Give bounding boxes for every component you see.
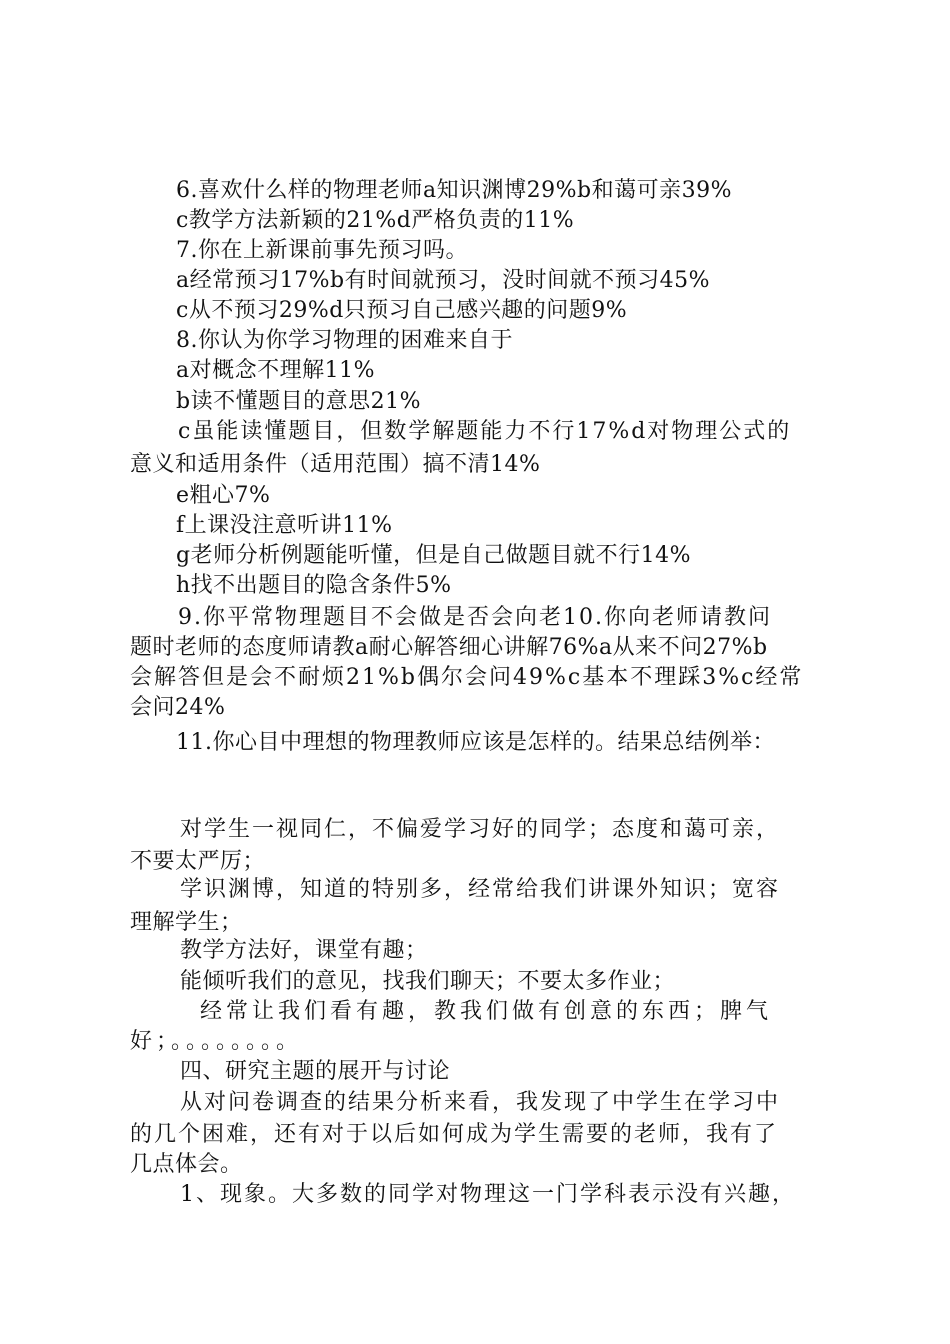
section-heading: 四、研究主题的展开与讨论 — [180, 1059, 451, 1084]
text-line: 会解答但是会不耐烦21%b偶尔会问49%c基本不理踩3%c经常 — [130, 665, 804, 690]
text-line: h找不出题目的隐含条件5% — [176, 573, 452, 598]
text-line: 学识渊博，知道的特别多，经常给我们讲课外知识；宽容 — [180, 877, 781, 902]
text-line: 意义和适用条件（适用范围）搞不清14% — [130, 452, 541, 477]
text-line: b读不懂题目的意思21% — [176, 389, 421, 414]
text-line: 理解学生； — [130, 910, 243, 935]
text-line: 从对问卷调查的结果分析来看，我发现了中学生在学习中 — [180, 1090, 781, 1115]
text-line: c教学方法新颖的21%d严格负责的11% — [176, 208, 575, 233]
text-line: f上课没注意听讲11% — [176, 513, 393, 538]
text-line: c虽能读懂题目，但数学解题能力不行17%d对物理公式的 — [178, 419, 792, 444]
text-line: 6.喜欢什么样的物理老师a知识渊博29%b和蔼可亲39% — [176, 178, 732, 203]
text-line: g老师分析例题能听懂，但是自己做题目就不行14% — [176, 543, 691, 568]
text-line: 1、现象。大多数的同学对物理这一门学科表示没有兴趣， — [180, 1182, 796, 1207]
text-line: e粗心7% — [176, 483, 271, 508]
text-line: a对概念不理解11% — [176, 358, 376, 383]
text-line: 能倾听我们的意见，找我们聊天；不要太多作业； — [180, 969, 676, 994]
text-line: 11.你心目中理想的物理教师应该是怎样的。结果总结例举： — [176, 730, 775, 755]
text-line: 好；。。。。。。。。 — [130, 1029, 303, 1054]
text-line: 9.你平常物理题目不会做是否会向老10.你向老师请教问 — [178, 605, 772, 630]
text-line: 几点体会。 — [130, 1152, 243, 1177]
text-line: 题时老师的态度师请教a耐心解答细心讲解76%a从来不问27%b — [130, 635, 768, 660]
text-line: c从不预习29%d只预习自己感兴趣的问题9% — [176, 298, 628, 323]
text-line: 8.你认为你学习物理的困难来自于 — [176, 328, 513, 353]
text-line: 教学方法好，课堂有趣； — [180, 938, 428, 963]
text-line: 经常让我们看有趣，教我们做有创意的东西；脾气 — [200, 999, 773, 1024]
text-line: 的几个困难，还有对于以后如何成为学生需要的老师，我有了 — [130, 1122, 779, 1147]
text-line: 不要太严厉； — [130, 849, 266, 874]
text-line: 会问24% — [130, 695, 226, 720]
text-line: a经常预习17%b有时间就预习，没时间就不预习45% — [176, 268, 710, 293]
text-line: 对学生一视同仁，不偏爱学习好的同学；态度和蔼可亲， — [180, 817, 781, 842]
text-line: 7.你在上新课前事先预习吗。 — [176, 238, 468, 263]
